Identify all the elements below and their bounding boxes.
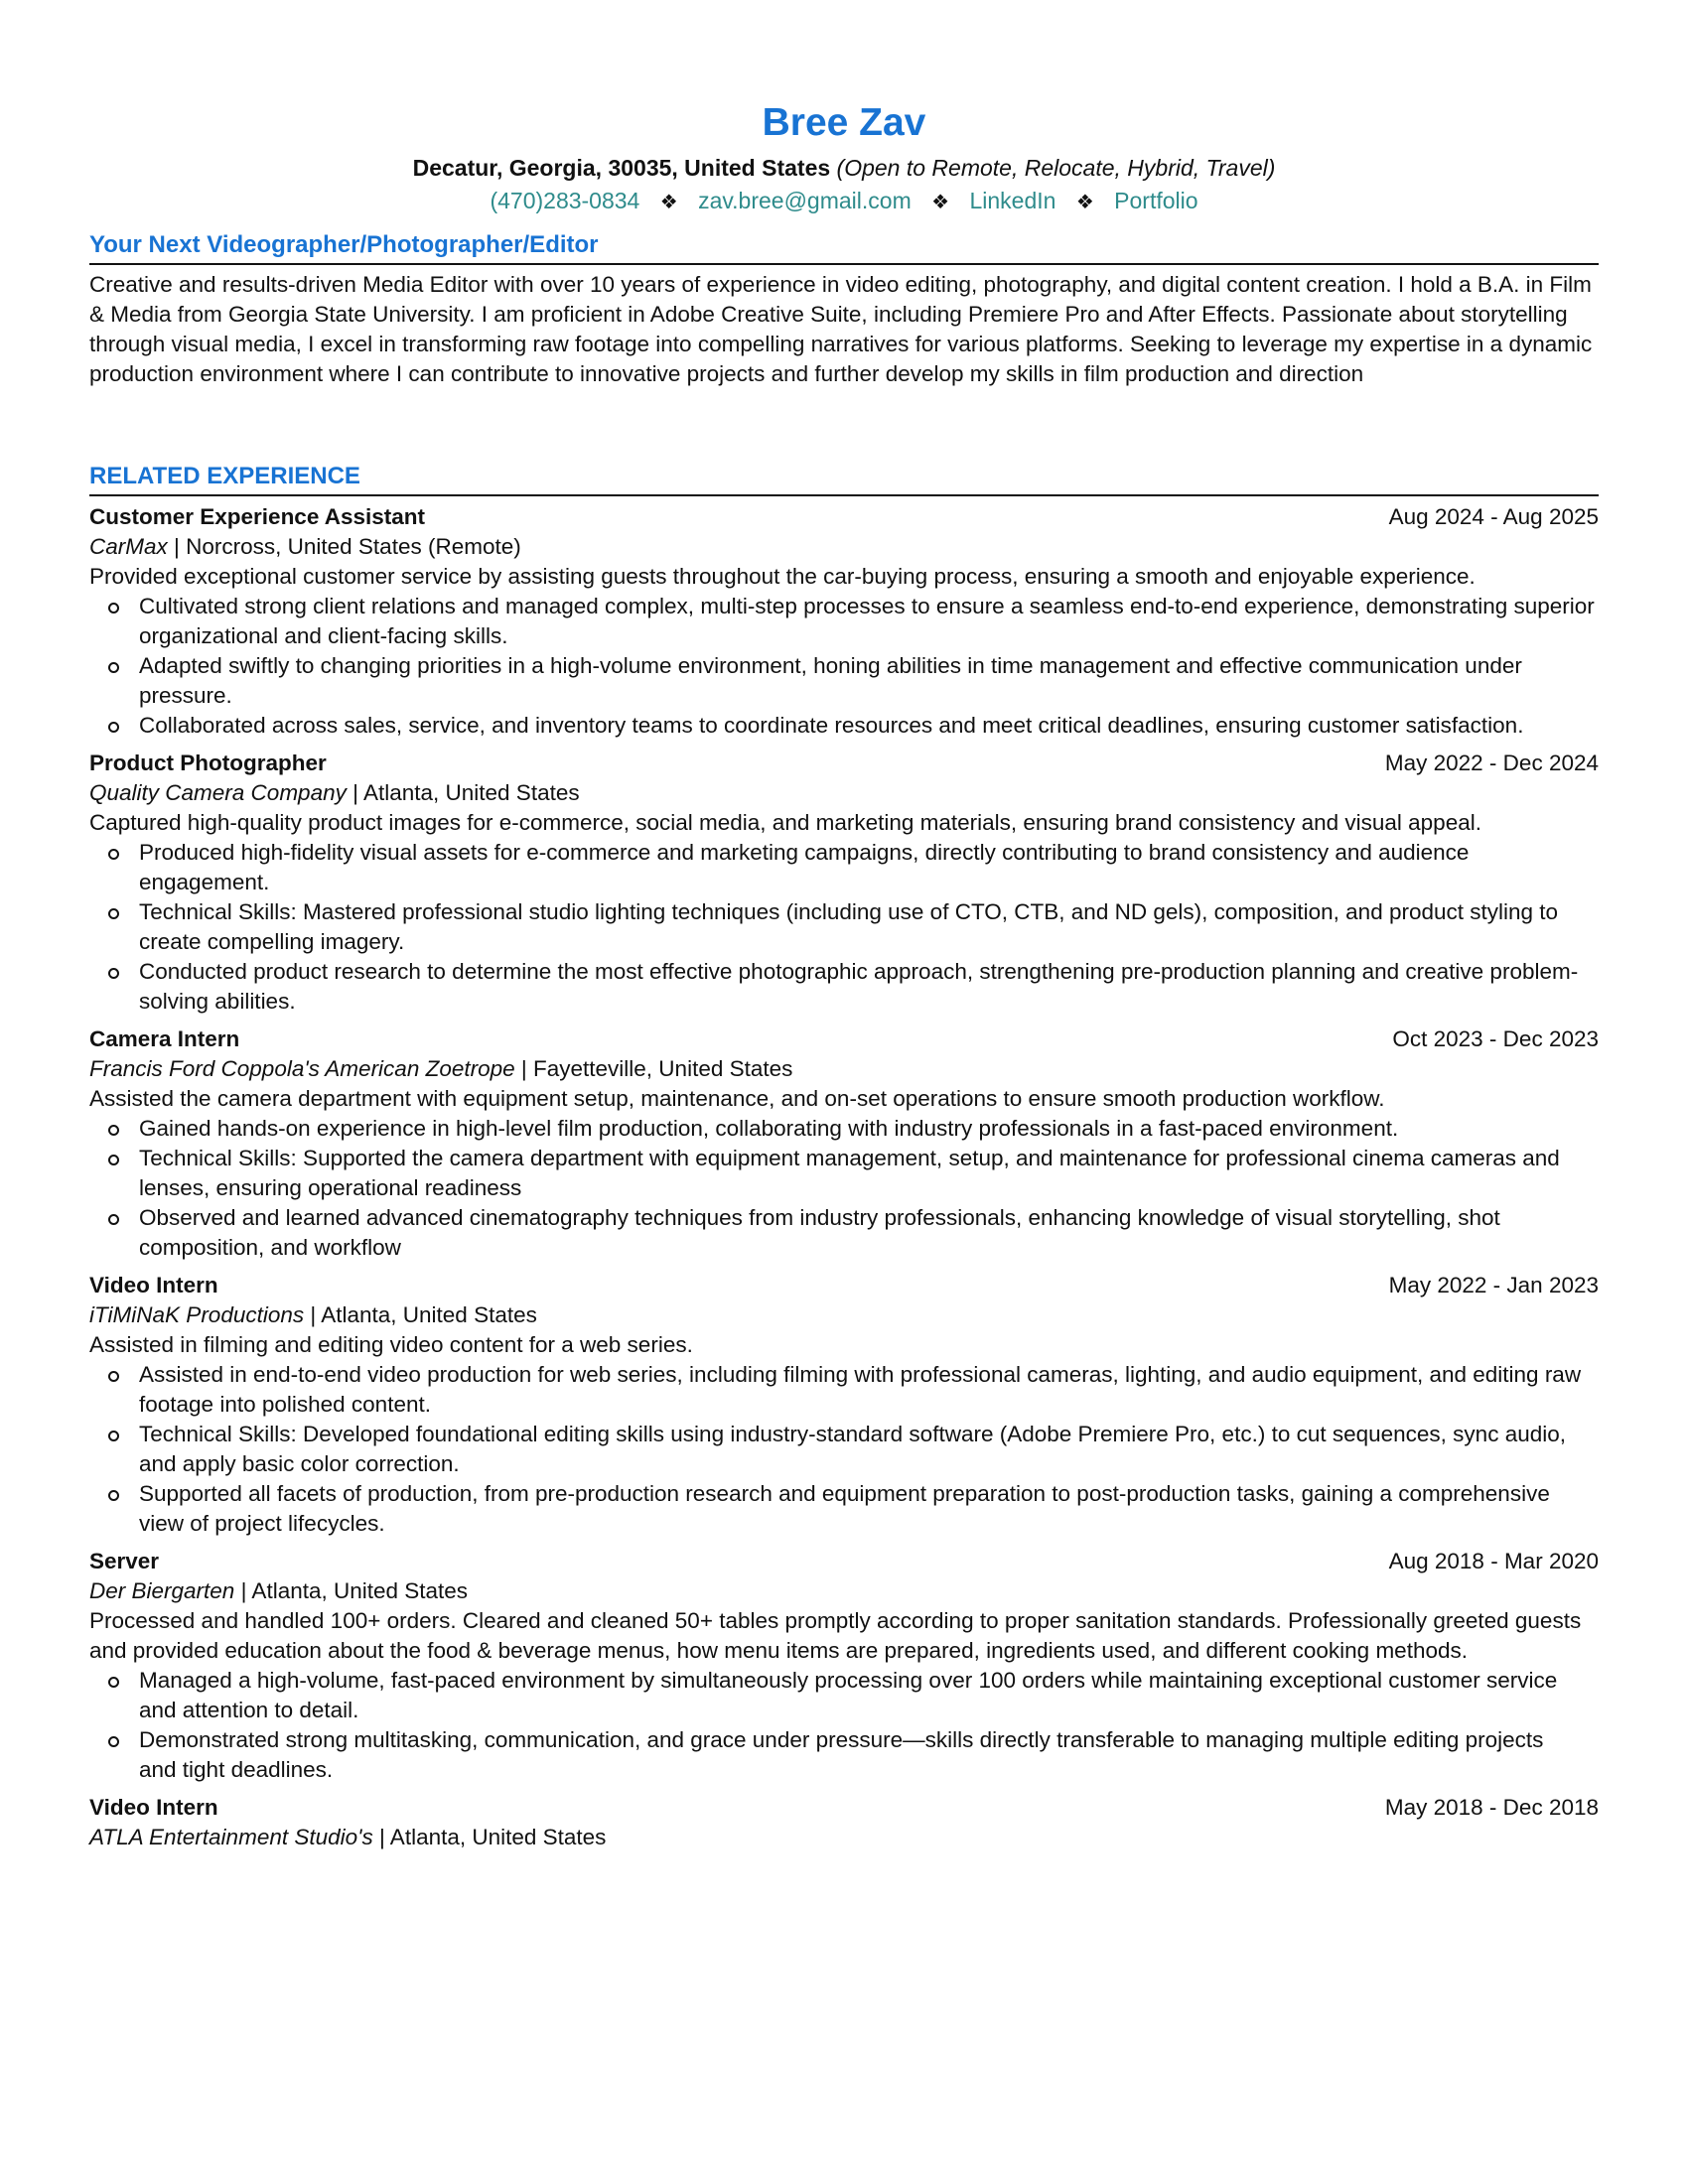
job-bullet: Technical Skills: Developed foundational editing skills using industry-standard software (Adobe Premiere Pro, etc.) to cut sequences, sync audio, and apply basic color correction. [139, 1420, 1599, 1479]
job-bullet: Supported all facets of production, from pre-production research and equipment preparation to post-production tasks, gaining a comprehensive view of project lifecycles. [139, 1479, 1599, 1539]
job-bullet: Produced high-fidelity visual assets for e-commerce and marketing campaigns, directly contributing to brand consistency and audience engagement. [139, 838, 1599, 897]
job-bullet: Cultivated strong client relations and managed complex, multi-step processes to ensure a seamless end-to-end experience, demonstrating superior organizational and client-facing skills. [139, 592, 1599, 651]
job-header [89, 1547, 1599, 1576]
job-entry [89, 502, 1599, 741]
location-line [89, 153, 1599, 183]
job-description: Captured high-quality product images for e-commerce, social media, and marketing materials, ensuring brand consistency and visual appeal. [89, 810, 1481, 835]
job-bullet: Technical Skills: Supported the camera department with equipment management, setup, and maintenance for professional cinema cameras and lenses, ensuring operational readiness [139, 1144, 1599, 1203]
job-bullet: Demonstrated strong multitasking, communication, and grace under pressure—skills directly transferable to managing multiple editing projects and tight deadlines. [139, 1725, 1599, 1785]
summary-heading: Your Next Videographer/Photographer/Editor [89, 230, 1599, 265]
job-description: Provided exceptional customer service by assisting guests throughout the car-buying process, ensuring a smooth and enjoyable experience. [89, 564, 1476, 589]
phone-link[interactable]: (470)283-0834 [490, 188, 640, 213]
job-title: Video Intern [89, 1273, 218, 1297]
job-bullet: Observed and learned advanced cinematography techniques from industry professionals, enhancing knowledge of visual storytelling, shot composition, and workflow [139, 1203, 1599, 1263]
job-title: Customer Experience Assistant [89, 504, 426, 529]
job-company-line [89, 1054, 1599, 1084]
job-company-line [89, 1823, 1599, 1852]
job-dates: May 2022 - Dec 2024 [1384, 751, 1599, 775]
job-bullet: Adapted swiftly to changing priorities in a high-volume environment, honing abilities in time management and effective communication under pressure. [139, 651, 1599, 711]
job-location: | Atlanta, United States [372, 1825, 607, 1849]
job-header [89, 1024, 1599, 1054]
job-location: | Atlanta, United States [304, 1302, 537, 1327]
availability-text: (Open to Remote, Relocate, Hybrid, Travel) [836, 155, 1276, 181]
email-link[interactable]: zav.bree@gmail.com [698, 188, 912, 213]
job-header [89, 1793, 1599, 1823]
job-company: Francis Ford Coppola's American Zoetrope [89, 1056, 515, 1081]
job-description: Assisted the camera department with equipment setup, maintenance, and on-set operations to ensure smooth production workflow. [89, 1086, 1385, 1111]
job-dates: Aug 2018 - Mar 2020 [1388, 1549, 1599, 1573]
separator-icon: ❖ [931, 192, 950, 213]
contact-line [89, 186, 1599, 217]
separator-icon: ❖ [659, 192, 678, 213]
job-dates: Oct 2023 - Dec 2023 [1392, 1026, 1599, 1051]
job-company-line [89, 1576, 1599, 1606]
job-description: Assisted in filming and editing video content for a web series. [89, 1332, 693, 1357]
job-description: Processed and handled 100+ orders. Cleared and cleaned 50+ tables promptly according to proper sanitation standards. Professionally greeted guests and provided education about the food & beverage menus, how menu items are prepared, ingredients used, and different cooking methods. [89, 1608, 1582, 1663]
job-dates: May 2022 - Jan 2023 [1388, 1273, 1599, 1297]
job-title: Camera Intern [89, 1026, 240, 1051]
job-bullet-list [89, 1360, 1599, 1539]
job-bullet: Collaborated across sales, service, and inventory teams to coordinate resources and meet critical deadlines, ensuring customer satisfaction. [139, 711, 1599, 741]
job-bullet-list [89, 838, 1599, 1017]
job-company: iTiMiNaK Productions [89, 1302, 305, 1327]
job-bullet-list [89, 1114, 1599, 1263]
job-company: Quality Camera Company [89, 780, 347, 805]
job-location: | Atlanta, United States [234, 1578, 469, 1603]
job-location: | Fayetteville, United States [514, 1056, 793, 1081]
job-bullet: Managed a high-volume, fast-paced environment by simultaneously processing over 100 orders while maintaining exceptional customer service and attention to detail. [139, 1666, 1599, 1725]
job-title: Product Photographer [89, 751, 327, 775]
job-entry [89, 1547, 1599, 1785]
job-title: Video Intern [89, 1795, 218, 1820]
job-location: | Atlanta, United States [346, 780, 580, 805]
job-entry [89, 1024, 1599, 1263]
separator-icon: ❖ [1075, 192, 1094, 213]
job-company: CarMax [89, 534, 168, 559]
job-company: Der Biergarten [89, 1578, 235, 1603]
job-company-line [89, 778, 1599, 808]
job-bullet: Conducted product research to determine the most effective photographic approach, strengthening pre-production planning and creative problem-solving abilities. [139, 957, 1599, 1017]
job-location: | Norcross, United States (Remote) [167, 534, 521, 559]
job-bullet-list [89, 592, 1599, 741]
job-header [89, 1271, 1599, 1300]
job-company-line [89, 1300, 1599, 1330]
experience-list [89, 502, 1599, 1852]
linkedin-link[interactable]: LinkedIn [969, 188, 1056, 213]
job-bullet: Gained hands-on experience in high-level film production, collaborating with industry professionals in a fast-paced environment. [139, 1114, 1599, 1144]
job-company: ATLA Entertainment Studio's [89, 1825, 373, 1849]
job-entry [89, 749, 1599, 1017]
job-bullet-list [89, 1666, 1599, 1785]
job-bullet: Assisted in end-to-end video production for web series, including filming with professional cameras, lighting, and audio equipment, and editing raw footage into polished content. [139, 1360, 1599, 1420]
job-company-line [89, 532, 1599, 562]
job-entry [89, 1271, 1599, 1539]
location-text: Decatur, Georgia, 30035, United States [412, 155, 831, 181]
summary-text: Creative and results-driven Media Editor with over 10 years of experience in video editing, photography, and digital content creation. I hold a B.A. in Film & Media from Georgia State University. I am proficient in Adobe Creative Suite, including Premiere Pro and After Effects. Passionate about storytelling through visual media, I excel in transforming raw footage into compelling narratives for various platforms. Seeking to leverage my expertise in a dynamic production environment where I can contribute to innovative projects and further develop my skills in film production and direction [89, 272, 1593, 386]
job-title: Server [89, 1549, 160, 1573]
job-header [89, 749, 1599, 778]
job-dates: Aug 2024 - Aug 2025 [1388, 504, 1599, 529]
candidate-name: Bree Zav [762, 101, 926, 144]
job-header [89, 502, 1599, 532]
experience-heading: RELATED EXPERIENCE [89, 462, 1599, 496]
job-bullet: Technical Skills: Mastered professional studio lighting techniques (including use of CTO, CTB, and ND gels), composition, and product styling to create compelling imagery. [139, 897, 1599, 957]
job-dates: May 2018 - Dec 2018 [1384, 1795, 1599, 1820]
job-entry [89, 1793, 1599, 1852]
portfolio-link[interactable]: Portfolio [1114, 188, 1198, 213]
